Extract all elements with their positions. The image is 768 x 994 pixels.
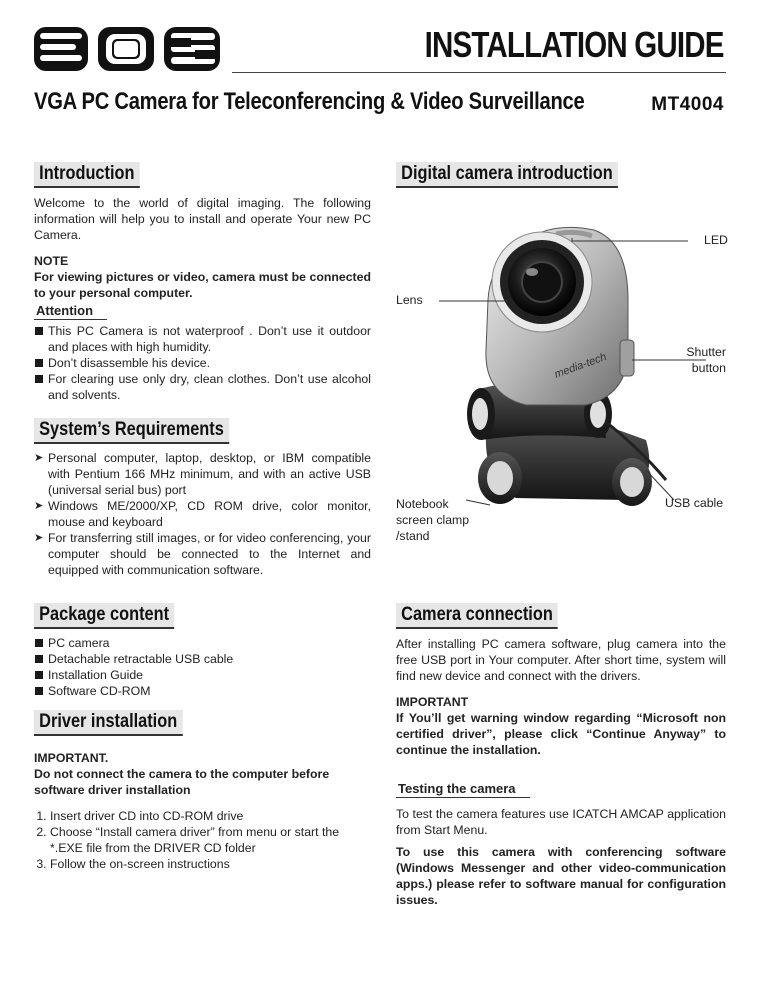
important-label: IMPORTANT. <box>34 751 109 765</box>
step-item: 3. Follow the on-screen instructions <box>50 856 371 872</box>
important-text: Do not connect the camera to the computer before software driver installation <box>34 767 330 797</box>
list-item: ➤ For transferring still images, or for video conferencing, your computer should be connected to the Internet and equipped with communication software. <box>34 530 371 578</box>
camera-brand-text: media-tech <box>552 350 609 381</box>
connection-important-text: If You’ll get warning window regarding “Microsoft non certified driver”, please click “Continue Anyway” to continue the installation. <box>396 711 726 757</box>
introduction-heading: Introduction <box>34 162 140 188</box>
install-steps <box>34 808 371 872</box>
step-item: 1. Insert driver CD into CD-ROM drive <box>50 808 371 824</box>
list-item: For clearing use only dry, clean clothes. Don’t use alcohol and solvents. <box>34 371 371 403</box>
list-item: Installation Guide <box>34 667 371 683</box>
package-content-list <box>34 635 371 699</box>
package-content-heading: Package content <box>34 603 174 629</box>
driver-installation-section <box>34 710 371 872</box>
package-content-section <box>34 603 371 699</box>
document-subtitle: VGA PC Camera for Teleconferencing & Video Surveillance <box>34 88 585 115</box>
step-item: 2. Choose “Install camera driver” from menu or start the *.EXE file from the DRIVER CD folder <box>50 824 371 856</box>
list-item: This PC Camera is not waterproof . Don’t use it outdoor and places with high humidity. <box>34 323 371 355</box>
attention-list <box>34 323 371 403</box>
callout-clamp: Notebook screen clamp /stand <box>396 497 470 543</box>
list-item: PC camera <box>34 635 371 651</box>
list-item: ➤ Personal computer, laptop, desktop, or IBM compatible with Pentium 166 MHz minimum, and with an active USB (universal serial bus) port <box>34 450 371 498</box>
note-text: For viewing pictures or video, camera must be connected to your personal computer. <box>34 270 371 300</box>
list-item: Don’t disassemble his device. <box>34 355 371 371</box>
testing-heading: Testing the camera <box>396 781 530 798</box>
model-number: MT4004 <box>651 94 724 115</box>
camera-intro-heading: Digital camera introduction <box>396 162 618 188</box>
camera-intro-section <box>396 162 654 188</box>
list-item: Software CD-ROM <box>34 683 371 699</box>
introduction-section <box>34 162 371 301</box>
list-item: Detachable retractable USB cable <box>34 651 371 667</box>
connection-important-label: IMPORTANT <box>396 695 469 709</box>
note-label: NOTE <box>34 254 69 268</box>
camera-connection-section <box>396 603 726 758</box>
eos-logo <box>34 24 220 74</box>
callout-lens: Lens <box>396 293 423 307</box>
callout-shutter: Shutter button <box>686 345 726 375</box>
header-rule <box>232 72 726 73</box>
testing-body: To test the camera features use ICATCH AMCAP application from Start Menu. <box>396 807 726 837</box>
testing-bold-text: To use this camera with conferencing software (Windows Messenger and other video-communication apps.) please refer to software manual for configuration issues. <box>396 845 726 907</box>
document-title: INSTALLATION GUIDE <box>424 24 724 65</box>
attention-section <box>34 302 371 403</box>
testing-section <box>396 780 726 908</box>
list-item: ➤ Windows ME/2000/XP, CD ROM drive, color monitor, mouse and keyboard <box>34 498 371 530</box>
callout-led: LED <box>704 233 728 247</box>
system-requirements-list <box>34 450 371 578</box>
camera-connection-heading: Camera connection <box>396 603 558 629</box>
system-requirements-heading: System’s Requirements <box>34 418 229 444</box>
system-requirements-section <box>34 418 371 578</box>
introduction-body: Welcome to the world of digital imaging. The following information will help you to install and operate Your new PC Camera. <box>34 196 371 242</box>
callout-usb: USB cable <box>665 496 724 510</box>
camera-connection-body: After installing PC camera software, plug camera into the free USB port in Your computer. After short time, system will find new device and connect with the drivers. <box>396 637 726 683</box>
attention-heading: Attention <box>34 303 107 320</box>
driver-installation-heading: Driver installation <box>34 710 182 736</box>
